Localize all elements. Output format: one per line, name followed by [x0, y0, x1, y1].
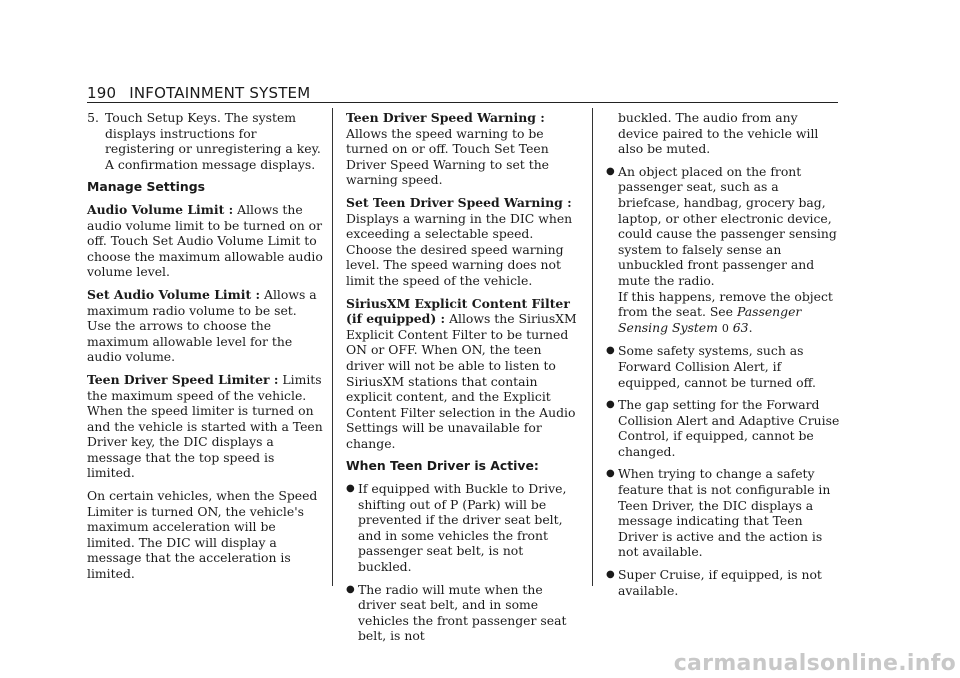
column-2 [346, 110, 580, 651]
bullet-item [606, 567, 840, 598]
set-speed-warning-para [346, 195, 580, 289]
definition: Allows the speed warning to be turned on or off. Touch Set Teen Driver Speed Warning to set the warning speed. [346, 125, 550, 188]
bullet-icon: ● [346, 483, 355, 495]
bullet-item [606, 397, 840, 459]
reference-page: 63 [732, 319, 749, 335]
section-title: INFOTAINMENT SYSTEM [129, 84, 311, 102]
continued-text: buckled. The audio from any device paired to the vehicle will also be muted. [618, 110, 819, 157]
bullet-item [346, 481, 580, 575]
bullet-text: The radio will mute when the driver seat belt, and in some vehicles the front passenger seat belt, is not [358, 581, 567, 644]
bullet-item [606, 466, 840, 560]
bullet-icon: ● [606, 468, 615, 480]
definition: Allows the audio volume limit to be turned on or off. Touch Set Audio Volume Limit to choose the maximum allowable audio volume level. [87, 201, 323, 280]
definition: Allows the SiriusXM Explicit Content Filter to be turned ON or OFF. When ON, the teen driver will not be able to listen to SiriusXM stations that contain explicit content, and the Explicit Content Filter selection in the Audio Settings will be unavailable for change. [346, 311, 577, 451]
definition: Allows a maximum radio volume to be set. Use the arrows to choose the maximum allowable level for the audio volume. [87, 286, 317, 365]
watermark: carmanualsonline.info [673, 651, 956, 676]
bullet-icon: ● [606, 165, 615, 177]
definition: Displays a warning in the DIC when exceeding a selectable speed. Choose the desired speed warning level. The speed warning does not limit the speed of the vehicle. [346, 210, 573, 288]
column-divider [592, 108, 593, 586]
term: Audio Volume Limit : [87, 201, 234, 217]
bullet-icon: ● [606, 345, 615, 357]
step-item [87, 110, 323, 172]
manage-settings-heading: Manage Settings [87, 179, 205, 195]
bullet-item [606, 343, 840, 390]
bullet-continuation [606, 110, 840, 157]
step-number: 5. [87, 110, 99, 125]
acceleration-para: On certain vehicles, when the Speed Limiter is turned ON, the vehicle's maximum acceleration will be limited. The DIC will display a message that the acceleration is limited. [87, 488, 318, 582]
speed-warning-para [346, 110, 580, 188]
bullet-item [346, 582, 580, 644]
column-divider [332, 108, 333, 586]
page-arrow-icon: 0 [721, 321, 729, 335]
bullet-text: The gap setting for the Forward Collision Alert and Adaptive Cruise Control, if equipped, cannot be changed. [618, 397, 840, 459]
column-1 [87, 110, 323, 589]
column-3 [606, 110, 840, 605]
term: Set Audio Volume Limit : [87, 286, 261, 302]
set-audio-volume-limit-para [87, 287, 323, 365]
speed-limiter-para [87, 372, 323, 481]
bullet-text: Some safety systems, such as Forward Collision Alert, if equipped, cannot be turned off. [618, 343, 816, 390]
bullet-text: When trying to change a safety feature that is not configurable in Teen Driver, the DIC displays a message indicating that Teen Driver is active and the action is not available. [618, 466, 831, 560]
audio-volume-limit-para [87, 202, 323, 280]
page-number: 190 [87, 84, 117, 102]
step-text: Touch Setup Keys. The system displays instructions for registering or unregistering a key. [105, 110, 321, 157]
bullet-icon: ● [346, 583, 355, 595]
bullet-text: If this happens, remove the object from the seat. See [618, 288, 833, 320]
definition: Limits the maximum speed of the vehicle. When the speed limiter is turned on and the vehicle is started with a Teen Driver key, the DIC displays a message that the top speed is limited. [87, 371, 323, 481]
bullet-text: If equipped with Buckle to Drive, shifting out of P (Park) will be prevented if the driver seat belt, and in some vehicles the front passenger seat belt, is not buckled. [358, 481, 567, 575]
bullet-text: Super Cruise, if equipped, is not available. [618, 567, 822, 598]
bullet-item [606, 164, 840, 337]
term: Teen Driver Speed Warning : [346, 110, 545, 125]
term: Set Teen Driver Speed Warning : [346, 194, 572, 210]
bullet-icon: ● [606, 399, 615, 411]
bullet-icon: ● [606, 569, 615, 581]
teen-driver-active-heading: When Teen Driver is Active: [346, 458, 539, 474]
sirius-filter-para [346, 296, 580, 452]
page-header [87, 84, 838, 103]
term: SiriusXM Explicit Content Filter (if equipped) : [346, 295, 570, 327]
term: Teen Driver Speed Limiter : [87, 371, 279, 387]
bullet-text: An object placed on the front passenger seat, such as a briefcase, handbag, grocery bag, laptop, or other electronic device, could cause the passenger sensing system to falsely sense an unbuckled front passenger and mute the radio. [618, 163, 837, 288]
period: . [748, 319, 753, 335]
step-subtext: A confirmation message displays. [105, 156, 316, 172]
reference-title: Passenger Sensing System [618, 304, 802, 335]
